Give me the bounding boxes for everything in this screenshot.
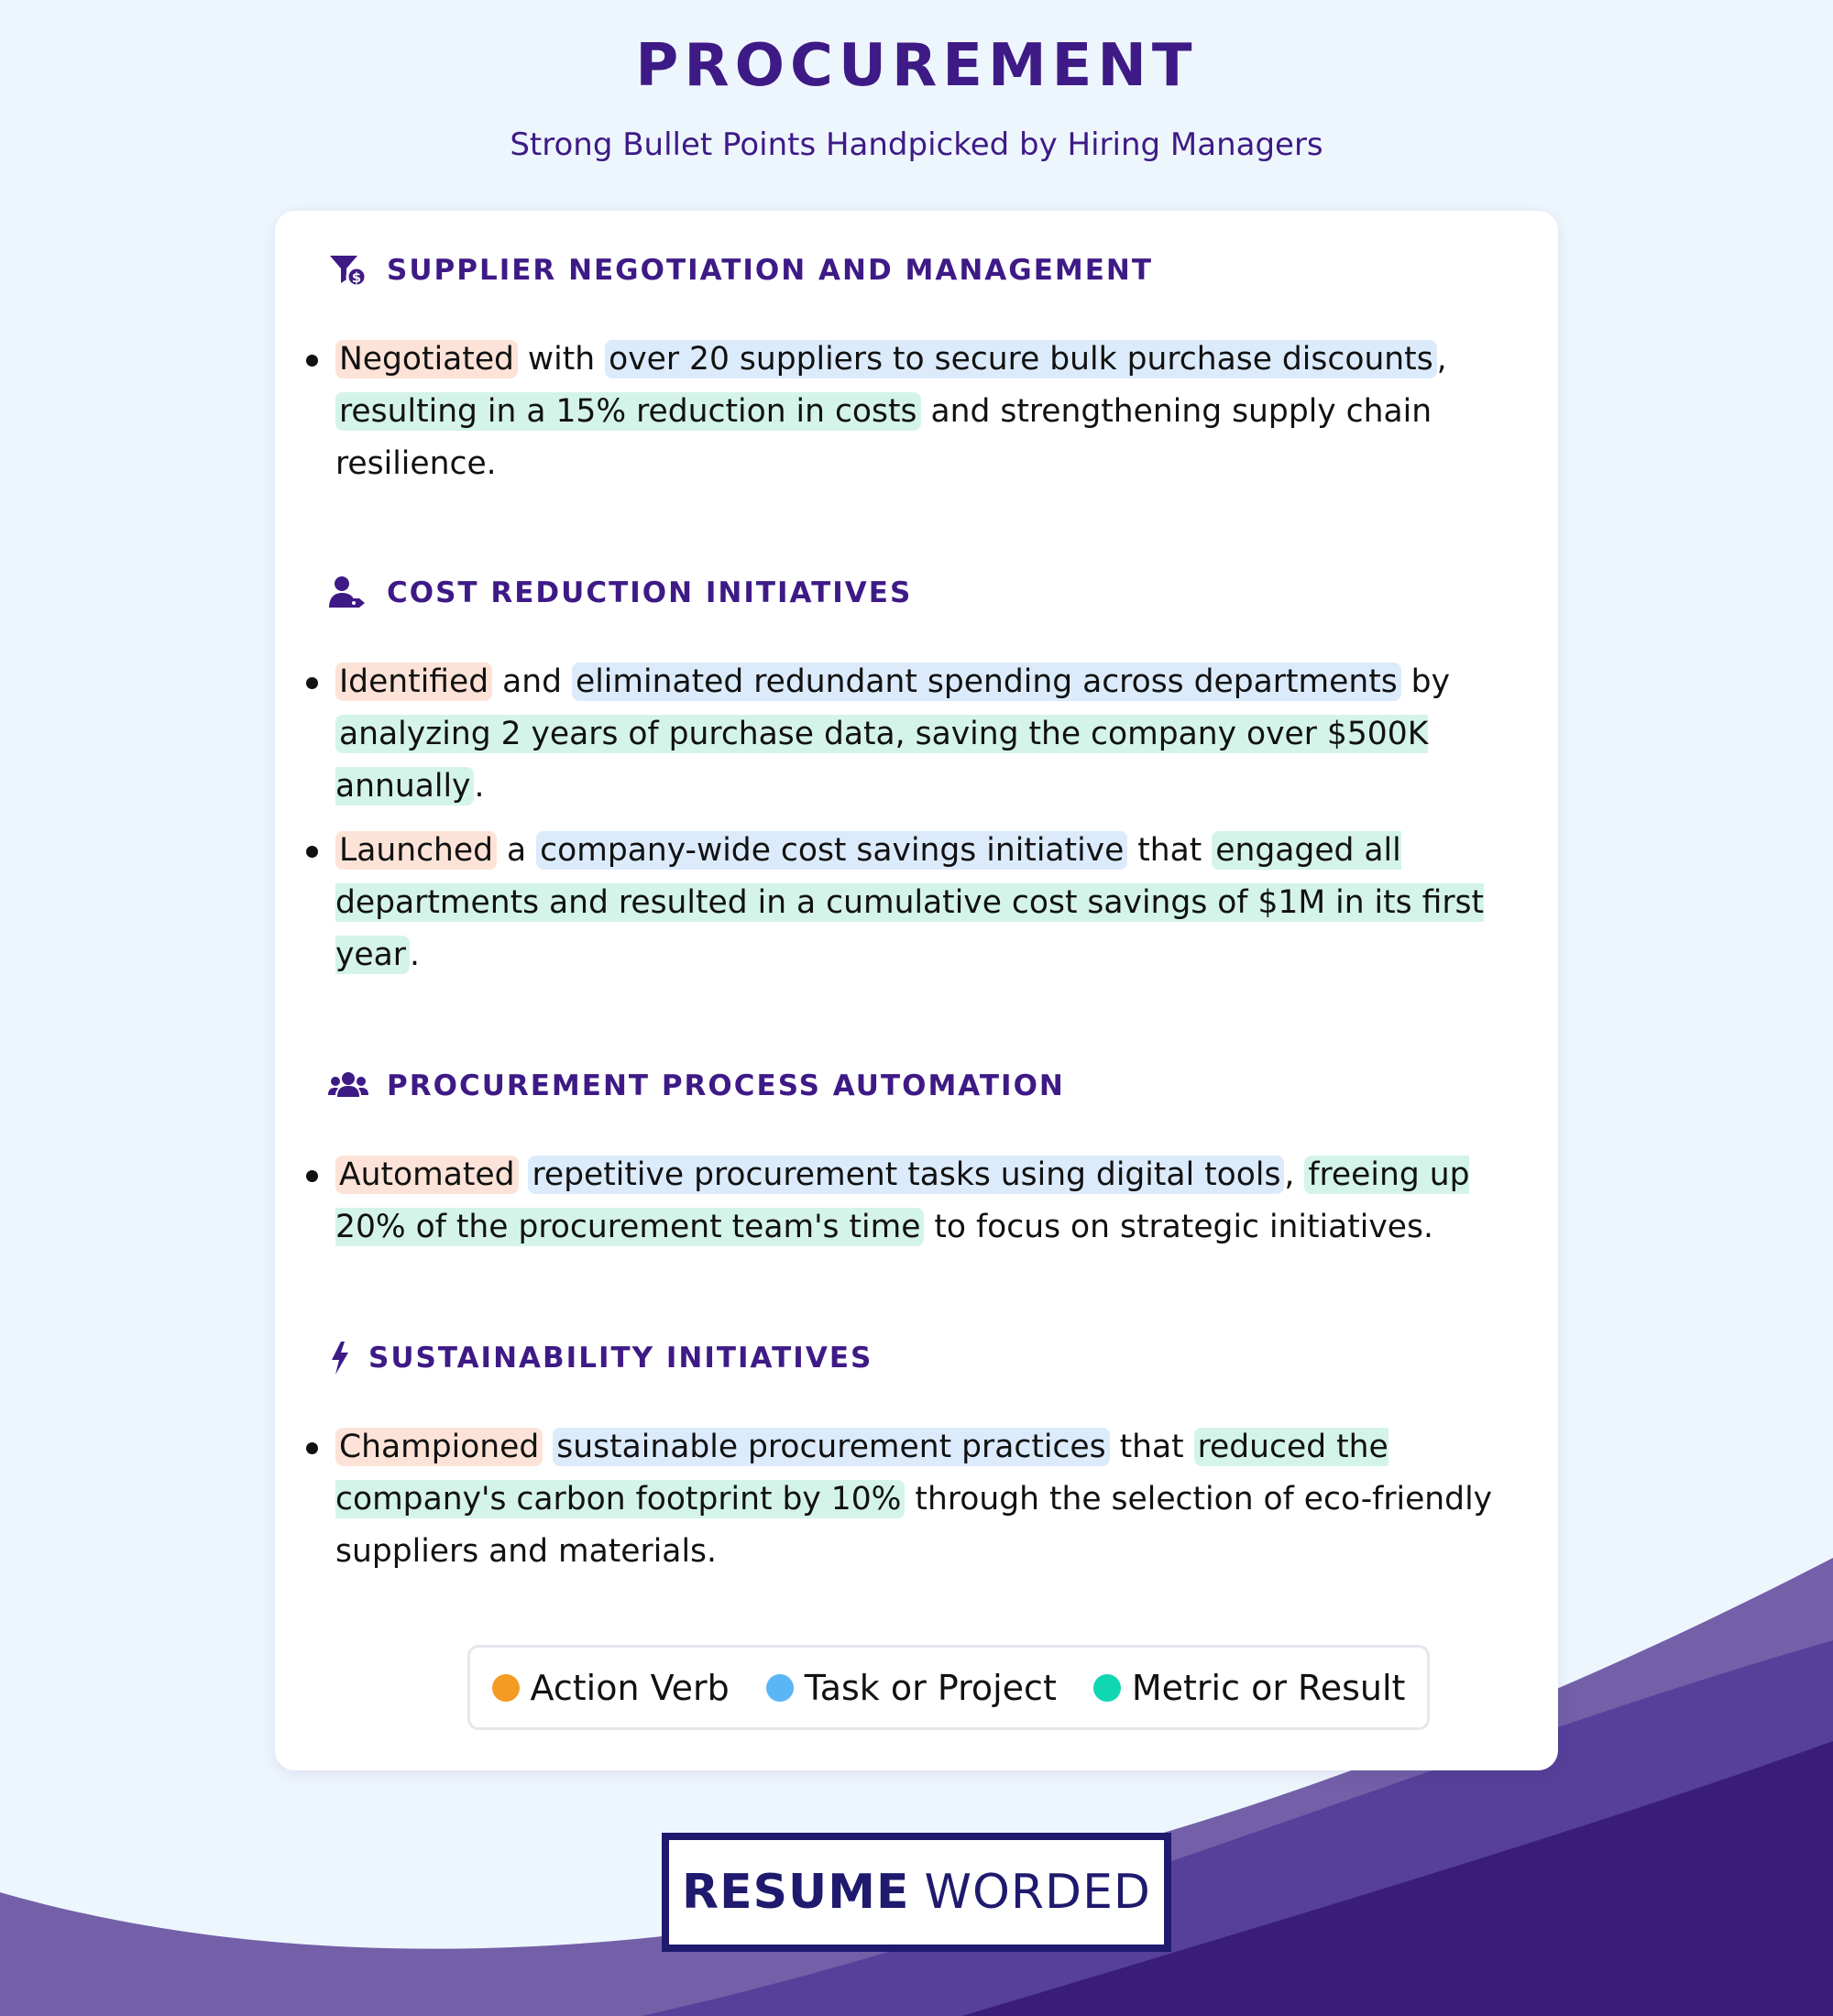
bullet-text: with [517, 341, 606, 378]
legend-item-metric [1093, 1668, 1406, 1708]
section-title: COST REDUCTION INITIATIVES [387, 576, 913, 609]
legend-label: Task or Project [804, 1667, 1057, 1708]
bullet-text: that [1127, 832, 1213, 869]
bullet-text: that [1109, 1429, 1194, 1465]
action-verb: Automated [335, 1156, 519, 1194]
bullet-item [328, 656, 1510, 813]
metric-or-result: resulting in a 15% reduction in costs [335, 392, 921, 431]
legend-dot-action [492, 1674, 520, 1702]
action-verb: Identified [335, 663, 492, 701]
bullet-text: to focus on strategic initiatives. [924, 1209, 1433, 1245]
bullet-text: and [492, 663, 572, 700]
metric-or-result: analyzing 2 years of purchase data, saving the company over $500K annually [335, 716, 1429, 805]
section-title: SUPPLIER NEGOTIATION AND MANAGEMENT [387, 254, 1153, 287]
bullet-text: through the selection of eco-friendly suppliers and materials. [335, 1481, 1493, 1570]
bullet-text [543, 1429, 553, 1465]
bullet-item [328, 1421, 1510, 1578]
action-verb: Negotiated [335, 340, 518, 378]
users-icon [328, 1068, 368, 1104]
bullet-item [328, 825, 1510, 981]
task-or-project: company-wide cost savings initiative [536, 831, 1127, 870]
action-verb: Launched [335, 831, 497, 870]
user-tag-icon [328, 575, 368, 611]
task-or-project: sustainable procurement practices [553, 1428, 1109, 1466]
legend [467, 1645, 1430, 1730]
resume-worded-logo[interactable] [662, 1833, 1171, 1952]
bullet-list [328, 1421, 1510, 1578]
bullet-text: by [1400, 663, 1450, 700]
bolt-icon [328, 1340, 350, 1376]
bullet-list [328, 1149, 1510, 1254]
legend-dot-task [766, 1674, 794, 1702]
funnel-dollar-icon [328, 252, 368, 289]
section-title: SUSTAINABILITY INITIATIVES [368, 1342, 873, 1375]
legend-dot-metric [1093, 1674, 1121, 1702]
page-title: PROCUREMENT [635, 32, 1198, 100]
page-subtitle: Strong Bullet Points Handpicked by Hiring Managers [510, 126, 1323, 163]
metric-or-result: reduced the company's carbon footprint by 10% [335, 1429, 1388, 1517]
metric-or-result: engaged all departments and resulted in a cumulative cost savings of $1M in its first year [335, 832, 1485, 973]
bullet-list [328, 334, 1510, 490]
section-sustainability [328, 1340, 1510, 1590]
section-cost-reduction [328, 575, 1510, 993]
action-verb: Championed [335, 1428, 543, 1466]
bullet-text: and strengthening supply chain resilience. [335, 393, 1432, 482]
task-or-project: repetitive procurement tasks using digital tools [528, 1156, 1284, 1194]
bullet-text: , [1284, 1156, 1305, 1193]
page-header [0, 29, 1833, 163]
bullet-list [328, 656, 1510, 981]
bullet-item [328, 1149, 1510, 1254]
bullet-text: a [497, 832, 537, 869]
section-supplier-negotiation [328, 252, 1510, 502]
legend-item-task [766, 1668, 1057, 1708]
bullet-text: . [474, 768, 485, 805]
legend-item-action [492, 1668, 730, 1708]
bullet-item [328, 334, 1510, 490]
legend-label: Metric or Result [1131, 1667, 1406, 1708]
bullet-text: . [409, 937, 420, 973]
bullet-text [519, 1156, 529, 1193]
bullet-text: , [1436, 341, 1447, 378]
section-title: PROCUREMENT PROCESS AUTOMATION [387, 1069, 1065, 1102]
task-or-project: over 20 suppliers to secure bulk purchase discounts [605, 340, 1437, 378]
logo-regular-text: WORDED [924, 1865, 1151, 1920]
bullet-card [275, 211, 1558, 1770]
metric-or-result: freeing up 20% of the procurement team's time [335, 1156, 1470, 1245]
svg-text:$: $ [351, 269, 362, 286]
legend-label: Action Verb [530, 1667, 730, 1708]
task-or-project: eliminated redundant spending across departments [572, 663, 1401, 701]
logo-bold-text: RESUME [682, 1865, 910, 1920]
section-process-automation [328, 1068, 1510, 1265]
